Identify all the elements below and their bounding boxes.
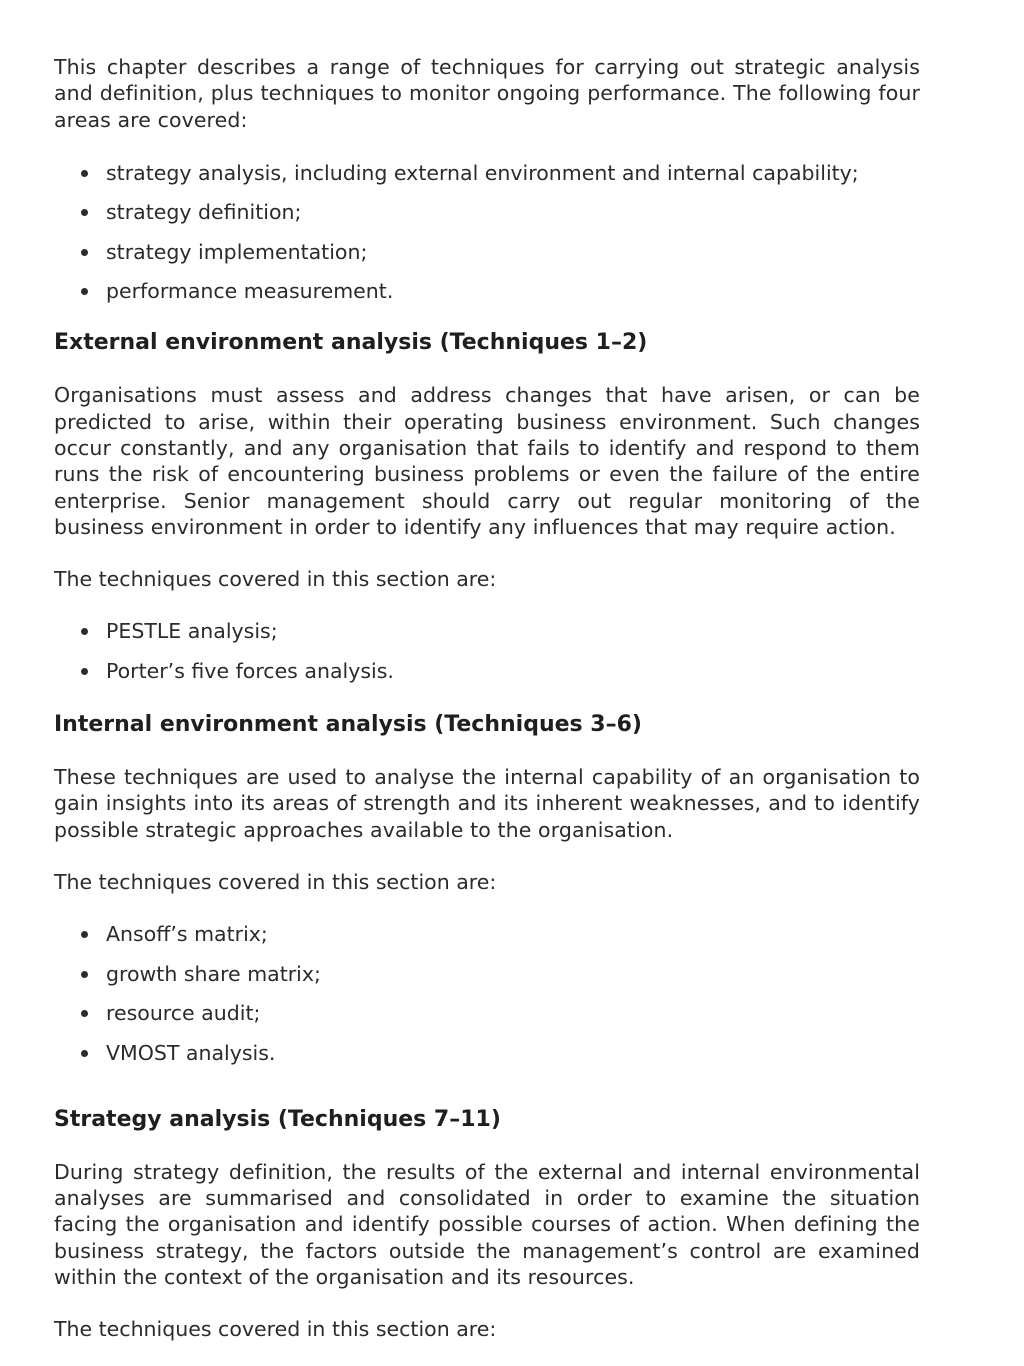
list-item: Porter’s five forces analysis. xyxy=(54,658,920,684)
bullet-icon xyxy=(81,1010,88,1017)
external-list xyxy=(54,618,920,684)
internal-lead: The techniques covered in this section are: xyxy=(54,869,497,894)
internal-paragraph: These techniques are used to analyse the internal capability of an organisation to gain insights into its areas of strength and its inherent weaknesses, and to identify possible strategic approaches available to the organisation. xyxy=(54,764,920,842)
section-heading-internal: Internal environment analysis (Techniques 3–6) xyxy=(54,711,642,737)
list-item: growth share matrix; xyxy=(54,961,920,987)
bullet-icon xyxy=(81,170,88,177)
document-page xyxy=(54,54,920,1342)
intro-paragraph: This chapter describes a range of techniques for carrying out strategic analysis and definition, plus techniques to monitor ongoing performance. The following four areas are covered: xyxy=(54,55,920,132)
list-item: strategy analysis, including external environment and internal capability; xyxy=(54,160,920,186)
external-lead: The techniques covered in this section are: xyxy=(54,567,497,592)
strategy-lead: The techniques covered in this section are: xyxy=(54,1317,497,1342)
internal-list xyxy=(54,921,920,1066)
bullet-icon xyxy=(81,1050,88,1057)
bullet-icon xyxy=(81,931,88,938)
list-item: VMOST analysis. xyxy=(54,1040,920,1066)
bullet-icon xyxy=(81,628,88,635)
list-item: performance measurement. xyxy=(54,278,920,304)
bullet-icon xyxy=(81,249,88,256)
list-item: Ansoff’s matrix; xyxy=(54,921,920,947)
bullet-icon xyxy=(81,971,88,978)
list-item: strategy definition; xyxy=(54,199,920,225)
intro-list xyxy=(54,160,920,305)
bullet-icon xyxy=(81,668,88,675)
bullet-icon xyxy=(81,209,88,216)
section-heading-strategy: Strategy analysis (Techniques 7–11) xyxy=(54,1106,501,1132)
section-heading-external: External environment analysis (Techniques 1–2) xyxy=(54,330,648,356)
list-item: strategy implementation; xyxy=(54,239,920,265)
list-item: resource audit; xyxy=(54,1000,920,1026)
external-paragraph: Organisations must assess and address changes that have arisen, or can be predicted to arise, within their operating business environment. Such changes occur constantly, and any organisation that fails to identify and respond to them runs the risk of encountering business problems or even the failure of the entire enterprise. Senior management should carry out regular monitoring of the business environment in order to identify any influences that may require action. xyxy=(54,383,920,539)
bullet-icon xyxy=(81,288,88,295)
strategy-paragraph: During strategy definition, the results of the external and internal environmental analyses are summarised and consolidated in order to examine the situation facing the organisation and identify possible courses of action. When defining the business strategy, the factors outside the management’s control are examined within the context of the organisation and its resources. xyxy=(54,1159,920,1289)
list-item: PESTLE analysis; xyxy=(54,618,920,644)
